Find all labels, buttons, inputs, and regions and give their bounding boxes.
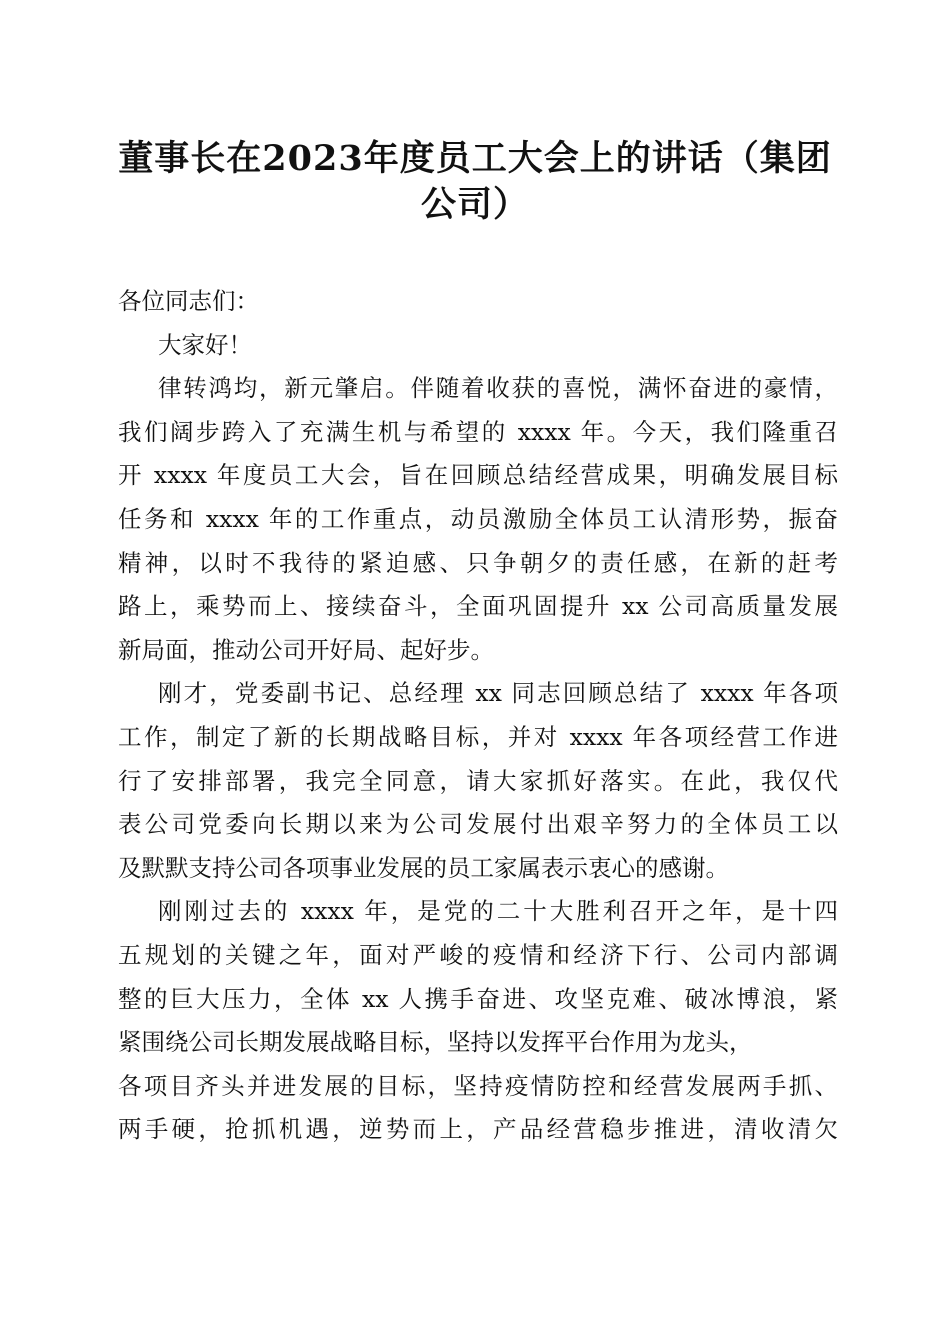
- paragraph-line: 五规划的关键之年，面对严峻的疫情和经济下行、公司内部调: [118, 940, 838, 969]
- paragraph-1: [118, 367, 838, 672]
- paragraph-line: 两手硬，抢抓机遇，逆势而上，产品经营稳步推进，清收清欠: [118, 1115, 838, 1144]
- paragraph-line: 精神，以时不我待的紧迫感、只争朝夕的责任感，在新的赶考: [118, 548, 838, 577]
- paragraph-line: 表公司党委向长期以来为公司发展付出艰辛努力的全体员工以: [118, 810, 838, 839]
- paragraph-line: 整的巨大压力，全体 xx 人携手奋进、攻坚克难、破冰博浪，紧: [118, 984, 838, 1013]
- paragraph-3: [118, 890, 838, 1152]
- paragraph-line: 我们阔步跨入了充满生机与希望的 xxxx 年。今天，我们隆重召: [118, 417, 838, 446]
- document-title: [110, 136, 840, 228]
- paragraph-line: 刚刚过去的 xxxx 年，是党的二十大胜利召开之年，是十四: [158, 897, 838, 926]
- salutation: 各位同志们：: [118, 287, 259, 315]
- title-line-1: 董事长在2023年度员工大会上的讲话（集团: [118, 138, 832, 179]
- paragraph-line: 开 xxxx 年度员工大会，旨在回顾总结经营成果，明确发展目标: [118, 461, 838, 490]
- paragraph-line: 任务和 xxxx 年的工作重点，动员激励全体员工认清形势，振奋: [118, 504, 838, 533]
- paragraph-line: 路上，乘势而上、接续奋斗，全面巩固提升 xx 公司高质量发展: [118, 592, 838, 621]
- paragraph-line: 各项目齐头并进发展的目标，坚持疫情防控和经营发展两手抓、: [118, 1071, 838, 1100]
- paragraph-line: 紧围绕公司长期发展战略目标，坚持以发挥平台作用为龙头，: [118, 1028, 753, 1057]
- paragraph-line: 新局面，推动公司开好局、起好步。: [118, 635, 494, 664]
- document-body: [118, 280, 838, 1152]
- paragraph-line: 工作，制定了新的长期战略目标，并对 xxxx 年各项经营工作进: [118, 722, 838, 751]
- title-line-2: 公司）: [420, 184, 529, 225]
- paragraph-line: 刚才，党委副书记、总经理 xx 同志回顾总结了 xxxx 年各项: [158, 679, 838, 708]
- paragraph-line: 行了安排部署，我完全同意，请大家抓好落实。在此，我仅代: [118, 766, 838, 795]
- paragraph-line: 律转鸿均，新元肇启。伴随着收获的喜悦，满怀奋进的豪情，: [158, 374, 838, 403]
- paragraph-line: 及默默支持公司各项事业发展的员工家属表示衷心的感谢。: [118, 853, 729, 882]
- paragraph-2: [118, 672, 838, 890]
- greeting: 大家好！: [158, 330, 252, 359]
